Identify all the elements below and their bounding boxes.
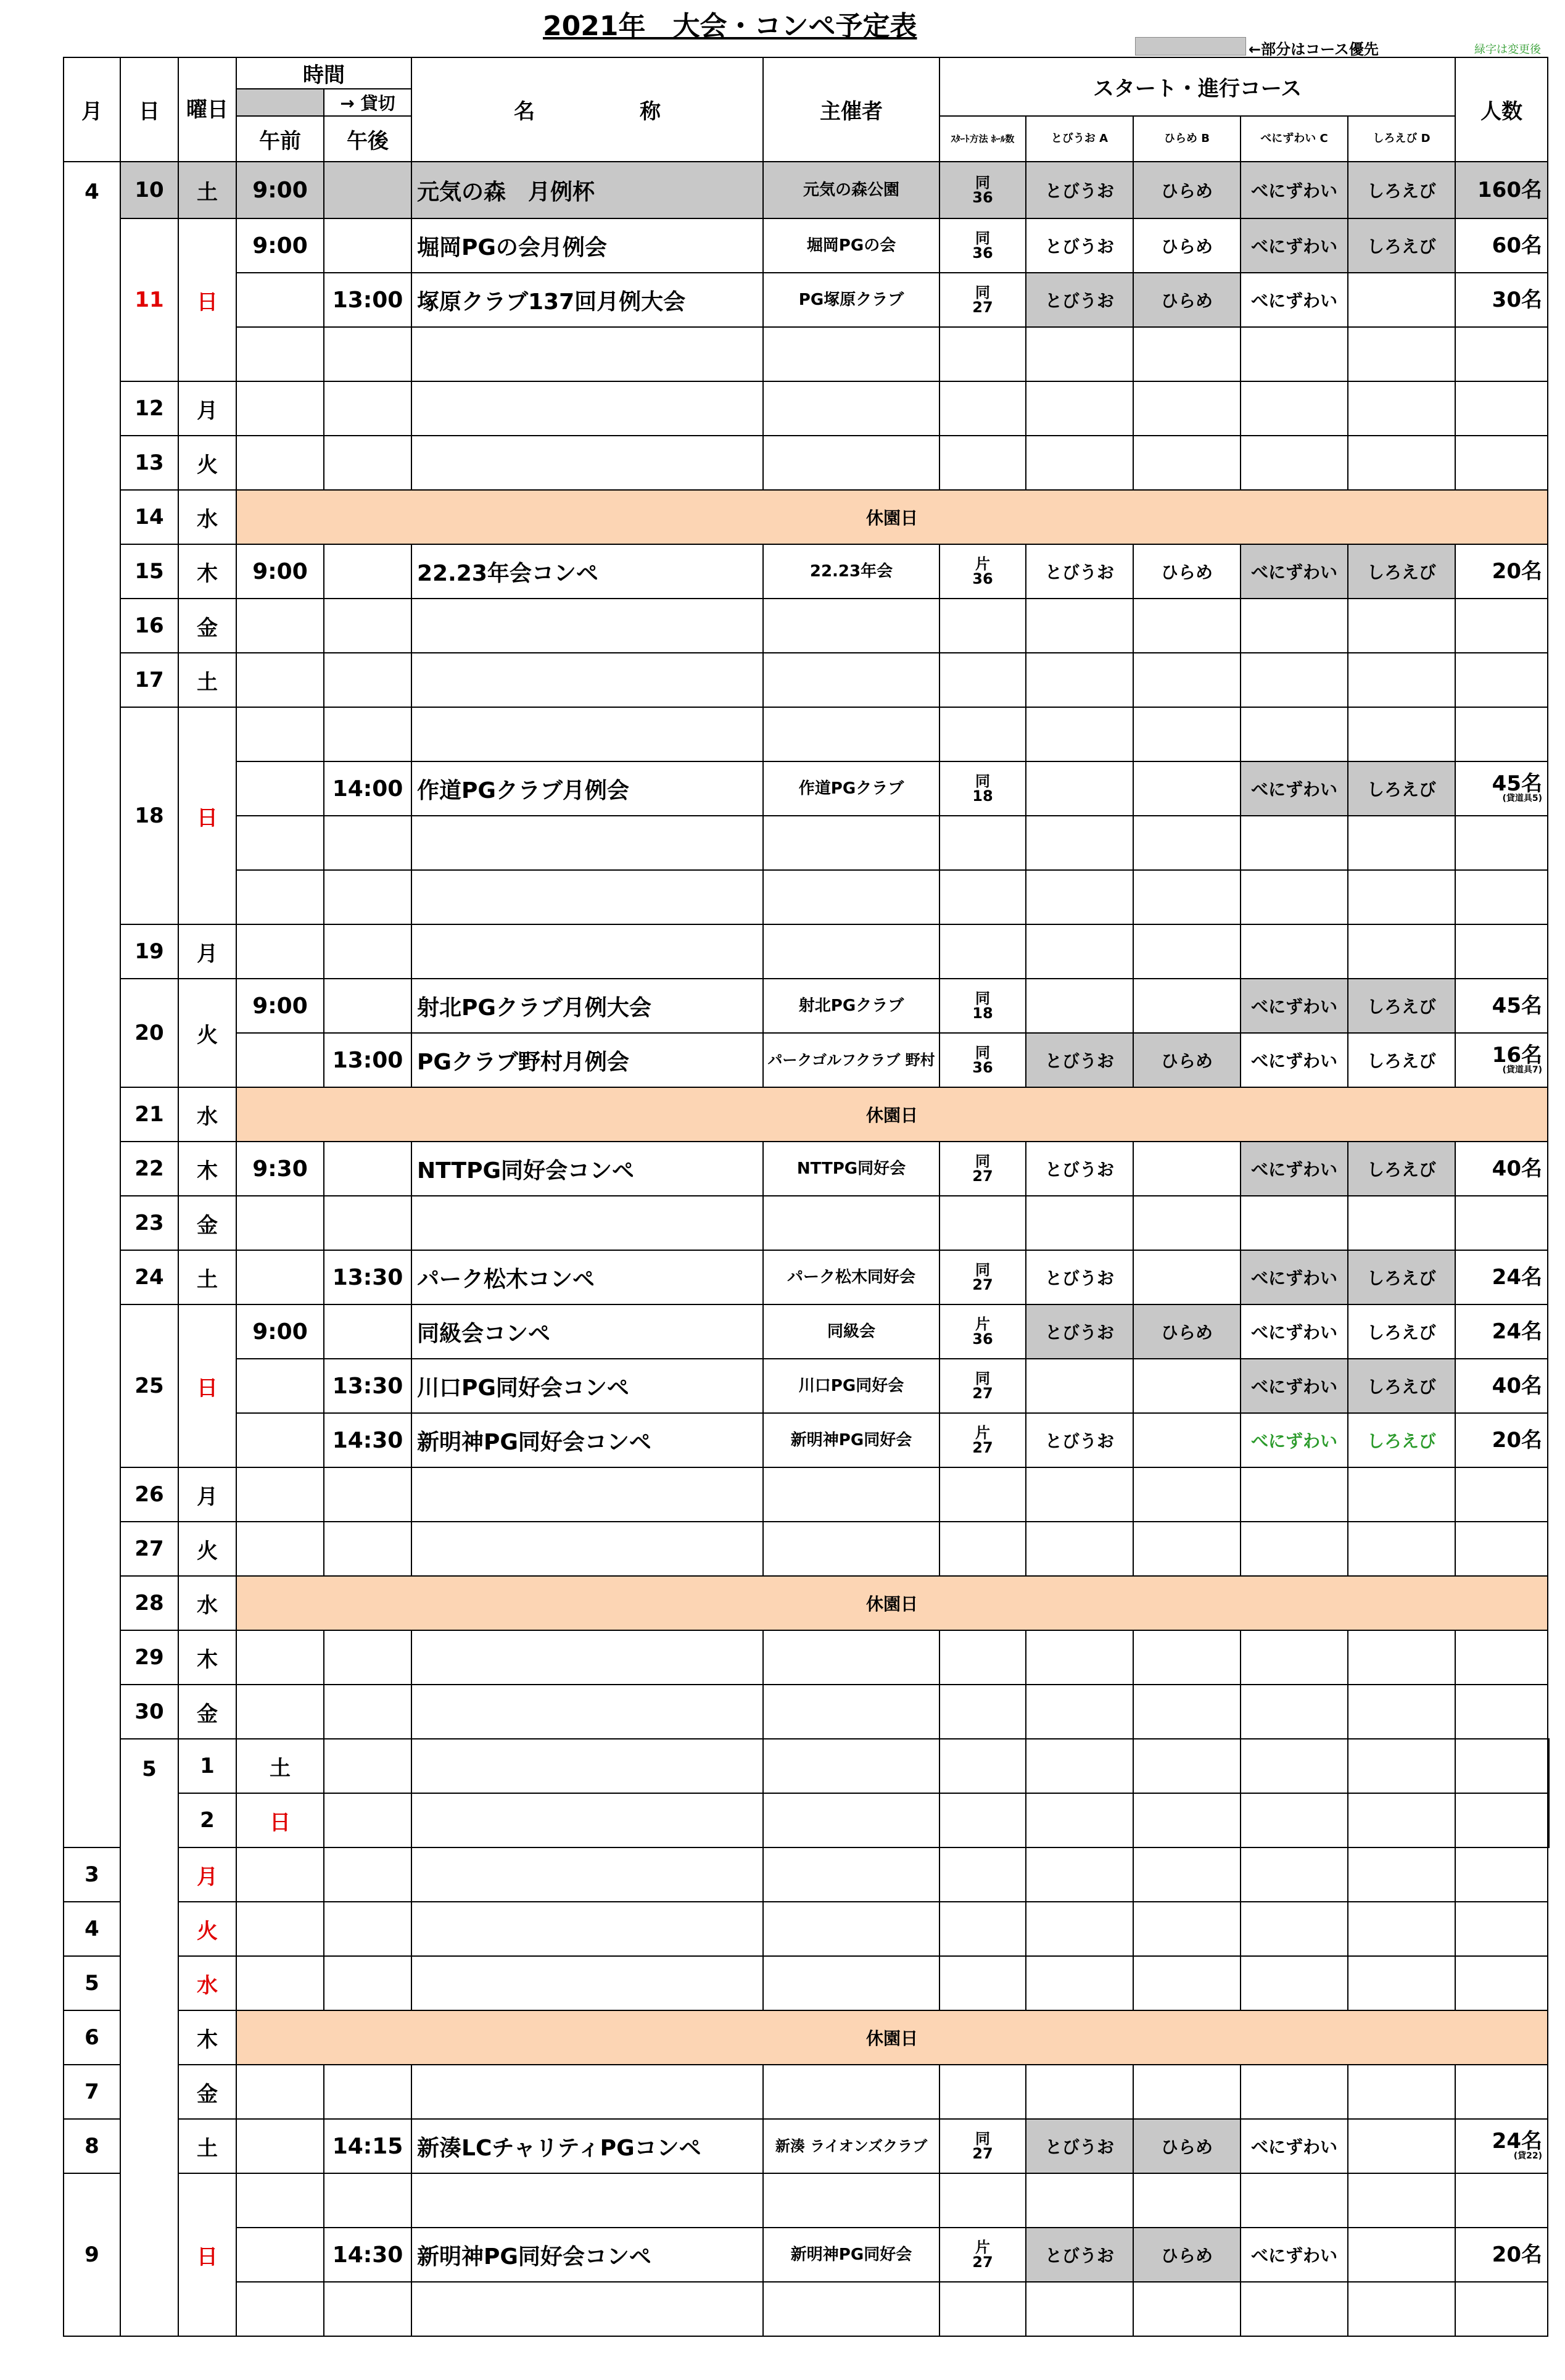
start-method: 片 27 [939,2228,1026,2282]
participant-count: 24名 (貸22) [1455,2119,1548,2173]
weekday-cell: 火 [178,979,236,1087]
pm-time: 14:30 [324,2228,411,2282]
am-time [236,273,324,327]
weekday-cell: 水 [178,490,236,544]
weekday-cell: 水 [178,1956,236,2010]
day-cell: 14 [120,490,178,544]
course-a: とびうお [1026,2228,1133,2282]
weekday-cell: 火 [178,1522,236,1576]
start-method: 同 27 [939,273,1026,327]
start-method: 同 27 [939,1250,1026,1304]
start-method: 同 27 [939,1142,1026,1196]
course-b: ひらめ [1133,218,1241,273]
course-d: しろえび [1348,218,1455,273]
closed-day-banner: 休園日 [236,1576,1548,1630]
header-time: 時間 [236,57,411,89]
weekday-cell: 土 [178,2119,236,2173]
course-c: べにずわい [1241,761,1348,816]
day-cell: 2 [178,1793,236,1847]
course-d: しろえび [1348,1142,1455,1196]
course-c: べにずわい [1241,1413,1348,1467]
pm-time [324,218,411,273]
header-pm: 午後 [324,116,411,162]
start-method: 同 18 [939,761,1026,816]
organizer: 射北PGクラブ [763,979,939,1033]
start-method: 片 36 [939,544,1026,599]
organizer: 新明神PG同好会 [763,1413,939,1467]
header-course-a: とびうお A [1026,116,1133,162]
day-cell: 20 [120,979,178,1087]
organizer: 新湊 ライオンズクラブ [763,2119,939,2173]
organizer: 堀岡PGの会 [763,218,939,273]
legend-gray-swatch [1135,37,1246,56]
closed-day-banner: 休園日 [236,1087,1548,1142]
start-method: 同 36 [939,162,1026,218]
weekday-cell: 月 [178,1847,236,1902]
weekday-cell: 日 [178,2173,236,2336]
weekday-cell: 土 [178,653,236,707]
course-a: とびうお [1026,2119,1133,2173]
organizer: 元気の森公園 [763,162,939,218]
course-a: とびうお [1026,1250,1133,1304]
course-d: しろえび [1348,544,1455,599]
day-cell: 21 [120,1087,178,1142]
weekday-cell: 火 [178,436,236,490]
pm-time: 13:00 [324,1033,411,1087]
course-b: ひらめ [1133,162,1241,218]
header-month: 月 [64,57,120,162]
start-method: 片 27 [939,1413,1026,1467]
day-cell: 11 [120,218,178,381]
organizer: パーク松木同好会 [763,1250,939,1304]
course-d: しろえび [1348,1359,1455,1413]
day-cell: 28 [120,1576,178,1630]
weekday-cell: 土 [178,1250,236,1304]
am-time: 9:00 [236,544,324,599]
pm-time [324,162,411,218]
day-cell: 7 [64,2065,120,2119]
participant-count: 160名 [1455,162,1548,218]
header-count: 人数 [1455,57,1548,162]
month-cell-may: 5 [120,1739,178,2336]
organizer: NTTPG同好会 [763,1142,939,1196]
weekday-cell: 木 [178,1142,236,1196]
day-cell: 8 [64,2119,120,2173]
header-charter: → 貸切 [324,89,411,116]
weekday-cell: 日 [236,1793,324,1847]
event-name: 元気の森 月例杯 [411,162,763,218]
event-name: 川口PG同好会コンペ [411,1359,763,1413]
participant-count: 30名 [1455,273,1548,327]
participant-count: 60名 [1455,218,1548,273]
start-method: 同 36 [939,1033,1026,1087]
day-cell: 10 [120,162,178,218]
weekday-cell: 金 [178,1685,236,1739]
legend-green-note: 緑字は変更後 [1474,43,1541,56]
course-d: しろえび [1348,1304,1455,1359]
start-method: 片 36 [939,1304,1026,1359]
weekday-cell: 火 [178,1902,236,1956]
course-d: しろえび [1348,979,1455,1033]
day-cell: 4 [64,1902,120,1956]
course-c: べにずわい [1241,979,1348,1033]
course-c: べにずわい [1241,273,1348,327]
course-a: とびうお [1026,1304,1133,1359]
day-cell: 25 [120,1304,178,1467]
pm-time: 14:00 [324,761,411,816]
course-b: ひらめ [1133,1033,1241,1087]
day-cell: 6 [64,2010,120,2065]
day-cell: 23 [120,1196,178,1250]
am-time: 9:30 [236,1142,324,1196]
weekday-cell: 木 [178,2010,236,2065]
course-d: しろえび [1348,761,1455,816]
header-name: 名 称 [411,57,763,162]
course-d [1348,273,1455,327]
am-time: 9:00 [236,218,324,273]
organizer: 新明神PG同好会 [763,2228,939,2282]
event-name: 同級会コンペ [411,1304,763,1359]
participant-count: 24名 [1455,1304,1548,1359]
course-b: ひらめ [1133,1304,1241,1359]
course-a: とびうお [1026,544,1133,599]
closed-day-banner: 休園日 [236,2010,1548,2065]
participant-count: 40名 [1455,1142,1548,1196]
weekday-cell: 月 [178,381,236,436]
participant-count: 40名 [1455,1359,1548,1413]
day-cell: 27 [120,1522,178,1576]
participant-count: 20名 [1455,544,1548,599]
organizer: 作道PGクラブ [763,761,939,816]
day-cell: 1 [178,1739,236,1793]
weekday-cell: 金 [178,1196,236,1250]
event-name: PGクラブ野村月例会 [411,1033,763,1087]
event-name: 新明神PG同好会コンペ [411,1413,763,1467]
header-am: 午前 [236,116,324,162]
header-charter-swatch [236,89,324,116]
legend-gray-note: ←部分はコース優先 [1249,41,1379,58]
event-name: NTTPG同好会コンペ [411,1142,763,1196]
organizer: PG塚原クラブ [763,273,939,327]
day-cell: 22 [120,1142,178,1196]
header-course-group: スタート・進行コース [939,57,1455,116]
start-method: 同 18 [939,979,1026,1033]
organizer: パークゴルフクラブ 野村 [763,1033,939,1087]
event-name: パーク松木コンペ [411,1250,763,1304]
participant-count: 16名 (貸道具7) [1455,1033,1548,1087]
course-c: べにずわい [1241,544,1348,599]
weekday-cell: 木 [178,1630,236,1685]
day-cell: 30 [120,1685,178,1739]
course-d: しろえび [1348,162,1455,218]
weekday-cell: 金 [178,2065,236,2119]
start-method: 同 36 [939,218,1026,273]
day-cell: 13 [120,436,178,490]
header-day: 日 [120,57,178,162]
course-b: ひらめ [1133,544,1241,599]
course-a: とびうお [1026,218,1133,273]
day-cell: 9 [64,2173,120,2336]
course-c: べにずわい [1241,1142,1348,1196]
course-d: しろえび [1348,1413,1455,1467]
header-course-c: べにずわい C [1241,116,1348,162]
day-cell: 12 [120,381,178,436]
weekday-cell: 土 [178,162,236,218]
day-cell: 17 [120,653,178,707]
organizer: 川口PG同好会 [763,1359,939,1413]
course-d: しろえび [1348,1250,1455,1304]
start-method: 同 27 [939,2119,1026,2173]
participant-count: 45名 (貸道具5) [1455,761,1548,816]
course-c: べにずわい [1241,1033,1348,1087]
day-cell: 16 [120,599,178,653]
pm-time: 13:00 [324,273,411,327]
event-name: 新湊LCチャリティPGコンペ [411,2119,763,2173]
pm-time: 14:15 [324,2119,411,2173]
event-name: 塚原クラブ137回月例大会 [411,273,763,327]
course-c: べにずわい [1241,2228,1348,2282]
course-b: ひらめ [1133,2119,1241,2173]
course-c: べにずわい [1241,1359,1348,1413]
event-name: 射北PGクラブ月例大会 [411,979,763,1033]
am-time: 9:00 [236,1304,324,1359]
course-c: べにずわい [1241,2119,1348,2173]
closed-day-banner: 休園日 [236,490,1548,544]
pm-time: 13:30 [324,1250,411,1304]
am-time: 9:00 [236,979,324,1033]
weekday-cell: 金 [178,599,236,653]
weekday-cell: 月 [178,924,236,979]
header-course-d: しろえび D [1348,116,1455,162]
header-organizer: 主催者 [763,57,939,162]
day-cell: 3 [64,1847,120,1902]
course-a: とびうお [1026,1142,1133,1196]
header-start-method: ｽﾀｰﾄ方法 ﾎｰﾙ数 [939,116,1026,162]
day-cell: 29 [120,1630,178,1685]
course-a: とびうお [1026,1033,1133,1087]
am-time: 9:00 [236,162,324,218]
day-cell: 19 [120,924,178,979]
header-course-b: ひらめ B [1133,116,1241,162]
pm-time: 13:30 [324,1359,411,1413]
pm-time: 14:30 [324,1413,411,1467]
course-b: ひらめ [1133,2228,1241,2282]
organizer: 22.23年会 [763,544,939,599]
course-a: とびうお [1026,273,1133,327]
event-name: 堀岡PGの会月例会 [411,218,763,273]
page-title: 2021年 大会・コンペ予定表 [543,10,917,42]
participant-count: 20名 [1455,2228,1548,2282]
weekday-cell: 木 [178,544,236,599]
weekday-cell: 日 [178,1304,236,1467]
course-c: べにずわい [1241,1304,1348,1359]
start-method: 同 27 [939,1359,1026,1413]
header-weekday: 曜日 [178,57,236,162]
schedule-table [63,57,1550,2337]
weekday-cell: 日 [178,218,236,381]
event-name: 新明神PG同好会コンペ [411,2228,763,2282]
month-cell-april: 4 [64,162,120,1847]
course-c: べにずわい [1241,162,1348,218]
organizer: 同級会 [763,1304,939,1359]
course-a: とびうお [1026,162,1133,218]
course-c: べにずわい [1241,218,1348,273]
participant-count: 45名 [1455,979,1548,1033]
day-cell: 5 [64,1956,120,2010]
day-cell: 24 [120,1250,178,1304]
course-c: べにずわい [1241,1250,1348,1304]
event-name: 22.23年会コンペ [411,544,763,599]
course-a: とびうお [1026,1413,1133,1467]
weekday-cell: 水 [178,1087,236,1142]
event-name: 作道PGクラブ月例会 [411,761,763,816]
participant-count: 20名 [1455,1413,1548,1467]
weekday-cell: 土 [236,1739,324,1793]
weekday-cell: 日 [178,707,236,924]
day-cell: 26 [120,1467,178,1522]
course-b: ひらめ [1133,273,1241,327]
day-cell: 15 [120,544,178,599]
day-cell: 18 [120,707,178,924]
participant-count: 24名 [1455,1250,1548,1304]
weekday-cell: 水 [178,1576,236,1630]
course-d: しろえび [1348,1033,1455,1087]
weekday-cell: 月 [178,1467,236,1522]
